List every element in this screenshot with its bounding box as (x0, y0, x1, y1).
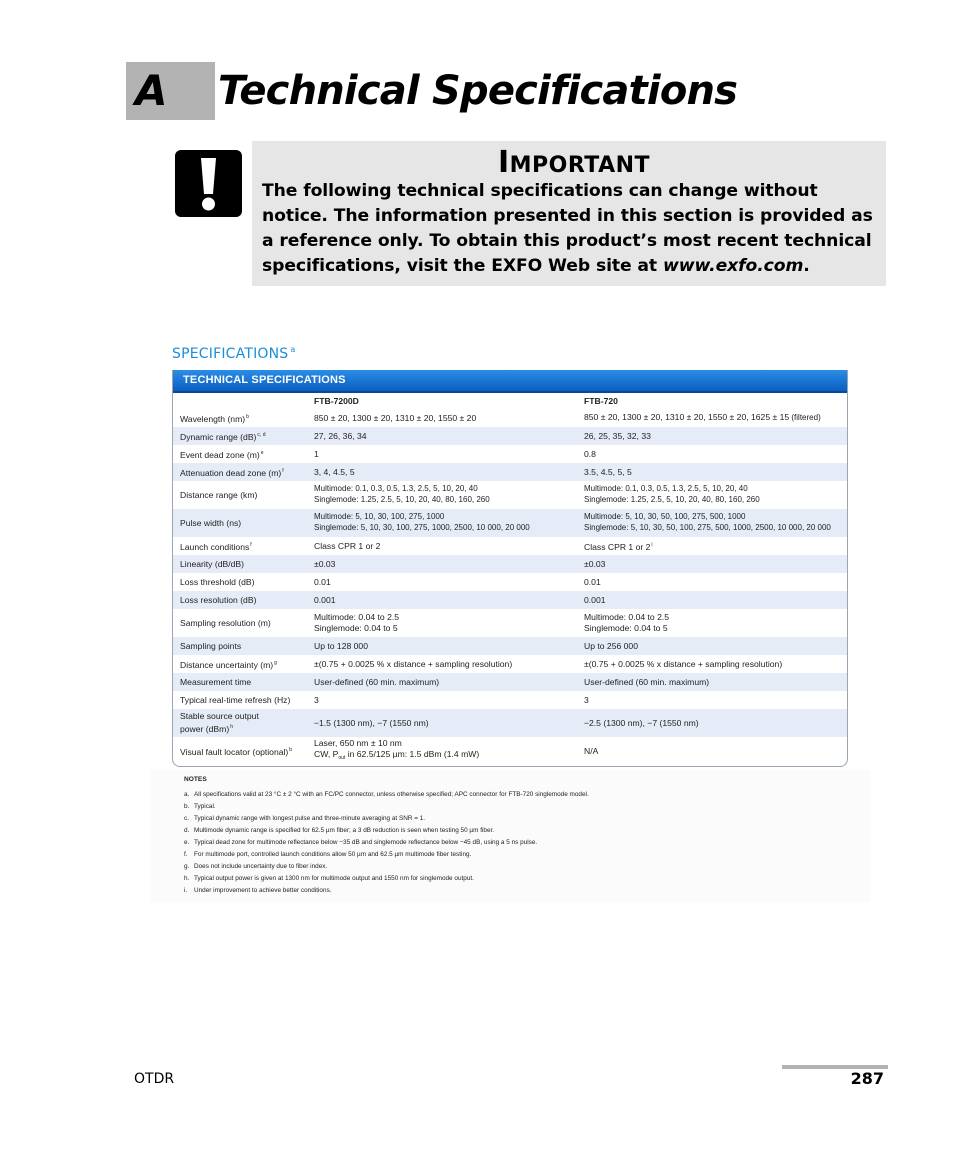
table-row (173, 445, 847, 463)
cell-value: 1 (314, 448, 319, 459)
important-heading (262, 145, 886, 180)
row-label: Sampling resolution (m) (180, 617, 271, 628)
cell-line: Singlemode: 5, 10, 30, 50, 100, 275, 500, 1000, 2500, 10 000, 20 000 (584, 523, 831, 532)
table-row (173, 637, 847, 655)
cell-line: Singlemode: 5, 10, 30, 100, 275, 1000, 2500, 10 000, 20 000 (314, 523, 530, 532)
important-heading-cap: I (497, 145, 510, 180)
cell-value: −2.5 (1300 nm), −7 (1550 nm) (577, 709, 847, 737)
row-label (173, 445, 307, 463)
row-label: Loss resolution (dB) (173, 591, 307, 609)
column-header (173, 393, 307, 409)
table-row (173, 573, 847, 591)
note-text: Under improvement to achieve better conditions. (194, 887, 332, 894)
table-row (173, 537, 847, 555)
cell-value: Up to 256 000 (577, 637, 847, 655)
note-text: Typical output power is given at 1300 nm for multimode output and 1550 nm for singlemode output. (194, 875, 474, 882)
important-end: . (803, 256, 810, 276)
cell-value: 3.5, 4.5, 5, 5 (577, 463, 847, 481)
row-label: Distance range (km) (180, 489, 258, 500)
note-letter: e. (184, 839, 190, 846)
cell-value: ±(0.75 + 0.0025 % x distance + sampling resolution) (584, 658, 783, 669)
cell-value: User-defined (60 min. maximum) (577, 673, 847, 691)
table-row (173, 409, 847, 427)
table-row (173, 591, 847, 609)
notes-title: NOTES (184, 776, 207, 783)
note-text: Does not include uncertainty due to fiber index. (194, 863, 328, 870)
row-label-note: b (246, 413, 249, 420)
cell-value: 26, 25, 35, 32, 33 (577, 427, 847, 445)
table-row (173, 481, 847, 509)
table-row (173, 709, 847, 737)
cell-value-text: 850 ± 20, 1300 ± 20, 1310 ± 20, 1550 ± 20, 1625 ± 15 (584, 412, 790, 423)
cell-line (314, 749, 577, 764)
note-text: Typical dead zone for multimode reflectance below −35 dB and singlemode reflectance below −45 dB, using a 5 ns pulse. (194, 839, 538, 846)
cell-value: 850 ± 20, 1300 ± 20, 1310 ± 20, 1550 ± 20 (314, 412, 477, 423)
note-text: Multimode dynamic range is specified for 62.5 µm fiber; a 3 dB reduction is seen when testing 50 µm fiber. (194, 827, 495, 834)
cell-line: Multimode: 0.04 to 2.5 (584, 612, 670, 623)
note-text: All specifications valid at 23 °C ± 2 °C with an FC/PC connector, unless otherwise specified; APC connector for FTB-720 singlemode model. (194, 791, 589, 798)
row-label-text: Event dead zone (m) (180, 449, 260, 460)
notes-section (184, 776, 864, 897)
exfo-website-link[interactable]: www.exfo.com (662, 256, 804, 276)
note-letter: f. (184, 851, 188, 858)
note-item (184, 885, 864, 897)
note-text: For multimode port, controlled launch conditions allow 50 µm and 62.5 µm multimode fiber testing. (194, 851, 472, 858)
cell-line: Singlemode: 1.25, 2.5, 5, 10, 20, 40, 80, 160, 260 (584, 495, 760, 504)
row-label: Measurement time (173, 673, 307, 691)
cell-value: 3 (584, 694, 589, 705)
cell-line: Multimode: 0.1, 0.3, 0.5, 1.3, 2.5, 5, 10, 20, 40 (584, 484, 748, 494)
cell-value (577, 481, 847, 509)
spec-table-banner: TECHNICAL SPECIFICATIONS (173, 370, 847, 393)
row-label-text: Visual fault locator (optional) (180, 746, 289, 757)
note-item (184, 801, 864, 813)
row-label (173, 537, 307, 555)
row-label: Sampling points (173, 637, 307, 655)
important-text (262, 179, 882, 279)
cell-value (307, 509, 577, 537)
note-item (184, 813, 864, 825)
cell-value: 0.001 (307, 591, 577, 609)
table-row (173, 555, 847, 573)
note-letter: h. (184, 875, 190, 882)
exclamation-icon (175, 150, 242, 217)
cell-line: Multimode: 5, 10, 30, 50, 100, 275, 500, 1000 (584, 512, 746, 522)
table-header-row (173, 393, 847, 409)
note-item (184, 837, 864, 849)
note-text: Typical dynamic range with longest pulse and three-minute averaging at SNR = 1. (194, 815, 426, 822)
table-row (173, 737, 847, 765)
page-number: 287 (850, 1069, 884, 1088)
note-letter: b. (184, 803, 190, 810)
footer-product-name: OTDR (134, 1071, 175, 1087)
row-label-note: g (274, 659, 277, 666)
cell-value: 0.01 (314, 576, 331, 587)
row-label: Loss threshold (dB) (180, 576, 255, 587)
row-label-line (180, 722, 307, 735)
cell-line: Multimode: 0.1, 0.3, 0.5, 1.3, 2.5, 5, 10, 20, 40 (314, 484, 478, 494)
row-label-note: b (289, 746, 293, 753)
note-letter: d. (184, 827, 190, 834)
note-letter: c. (184, 815, 189, 822)
row-label: Linearity (dB/dB) (173, 555, 307, 573)
cell-value: 3 (314, 694, 319, 705)
row-label-text: power (dBm) (180, 724, 230, 734)
cell-line: Singlemode: 0.04 to 5 (314, 623, 398, 633)
row-label-text: Distance uncertainty (m) (180, 659, 274, 670)
column-header: FTB-7200D (314, 396, 359, 406)
specifications-heading-note: a (290, 345, 296, 354)
specifications-heading-text: SPECIFICATIONS (172, 346, 289, 362)
row-label-text: Wavelength (nm) (180, 413, 246, 424)
table-row (173, 463, 847, 481)
cell-value: 0.01 (584, 576, 601, 587)
table-row (173, 691, 847, 709)
cell-value-note: i (651, 541, 653, 548)
cell-value: Class CPR 1 or 2 (314, 540, 381, 551)
row-label: Pulse width (ns) (173, 509, 307, 537)
note-item (184, 789, 864, 801)
cell-line: Singlemode: 0.04 to 5 (584, 623, 668, 633)
table-row (173, 609, 847, 637)
cell-value (577, 609, 847, 637)
cell-value (577, 409, 847, 427)
cell-line: Multimode: 5, 10, 30, 100, 275, 1000 (314, 512, 445, 522)
cell-value (307, 609, 577, 637)
cell-value: ±(0.75 + 0.0025 % x distance + sampling resolution) (314, 658, 513, 669)
row-label (173, 655, 307, 673)
cell-value: 3, 4, 4.5, 5 (307, 463, 577, 481)
row-label (173, 409, 307, 427)
row-label-text: Dynamic range (dB) (180, 431, 257, 442)
cell-line-text: in 62.5/125 µm: 1.5 dBm (1.4 mW) (345, 749, 480, 759)
spec-table-frame (172, 370, 848, 767)
cell-line-subscript: out (338, 755, 346, 761)
spec-table (173, 393, 847, 765)
note-item (184, 849, 864, 861)
cell-value: 27, 26, 36, 34 (307, 427, 577, 445)
table-row (173, 509, 847, 537)
table-row (173, 427, 847, 445)
table-row (173, 673, 847, 691)
row-label-note: f (250, 541, 252, 548)
row-label-note: c, d (257, 431, 266, 438)
cell-line-text: CW, P (314, 749, 339, 759)
cell-line: Multimode: 0.04 to 2.5 (314, 612, 400, 623)
row-label-text: Attenuation dead zone (m) (180, 467, 282, 478)
cell-line: Singlemode: 1.25, 2.5, 5, 10, 20, 40, 80, 160, 260 (314, 495, 490, 504)
cell-value: User-defined (60 min. maximum) (307, 673, 577, 691)
row-label-note: e (260, 449, 264, 456)
cell-value: Up to 128 000 (307, 637, 577, 655)
cell-value-qualifier: (filtered) (789, 413, 821, 423)
row-label (173, 427, 307, 445)
row-label-line: Stable source output (180, 711, 259, 722)
note-text: Typical. (194, 803, 216, 810)
note-letter: i. (184, 887, 188, 894)
row-label (173, 737, 307, 765)
cell-value: N/A (584, 745, 599, 756)
column-header: FTB-720 (584, 396, 618, 406)
cell-value (577, 509, 847, 537)
cell-value-text: Class CPR 1 or 2 (584, 541, 651, 552)
cell-value: 0.001 (577, 591, 847, 609)
cell-value (307, 737, 577, 765)
row-label (173, 709, 307, 737)
note-letter: g. (184, 863, 190, 870)
important-body: The following technical specifications can change without notice. The information presented in this section is provided as a reference only. To obtain this product’s most recent technical specifications, visit the EXFO Web site at (262, 181, 873, 276)
row-label-note: h (230, 724, 233, 730)
important-notice (252, 141, 886, 286)
row-label: Typical real-time refresh (Hz) (180, 694, 291, 705)
row-label (173, 463, 307, 481)
row-label-text: Launch conditions (180, 541, 250, 552)
note-letter: a. (184, 791, 190, 798)
cell-value: ±0.03 (577, 555, 847, 573)
cell-value (577, 537, 847, 555)
note-item (184, 825, 864, 837)
note-item (184, 861, 864, 873)
chapter-letter: A (135, 66, 168, 115)
important-heading-rest: MPORTANT (509, 153, 651, 178)
cell-value: ±0.03 (307, 555, 577, 573)
table-row (173, 655, 847, 673)
note-item (184, 873, 864, 885)
cell-value: 0.8 (584, 448, 596, 459)
page-title: Technical Specifications (218, 68, 738, 114)
row-label-note: f (282, 467, 284, 474)
specifications-heading (172, 345, 296, 362)
cell-value (307, 481, 577, 509)
cell-value: −1.5 (1300 nm), −7 (1550 nm) (307, 709, 577, 737)
cell-line: Laser, 650 nm ± 10 nm (314, 738, 402, 749)
